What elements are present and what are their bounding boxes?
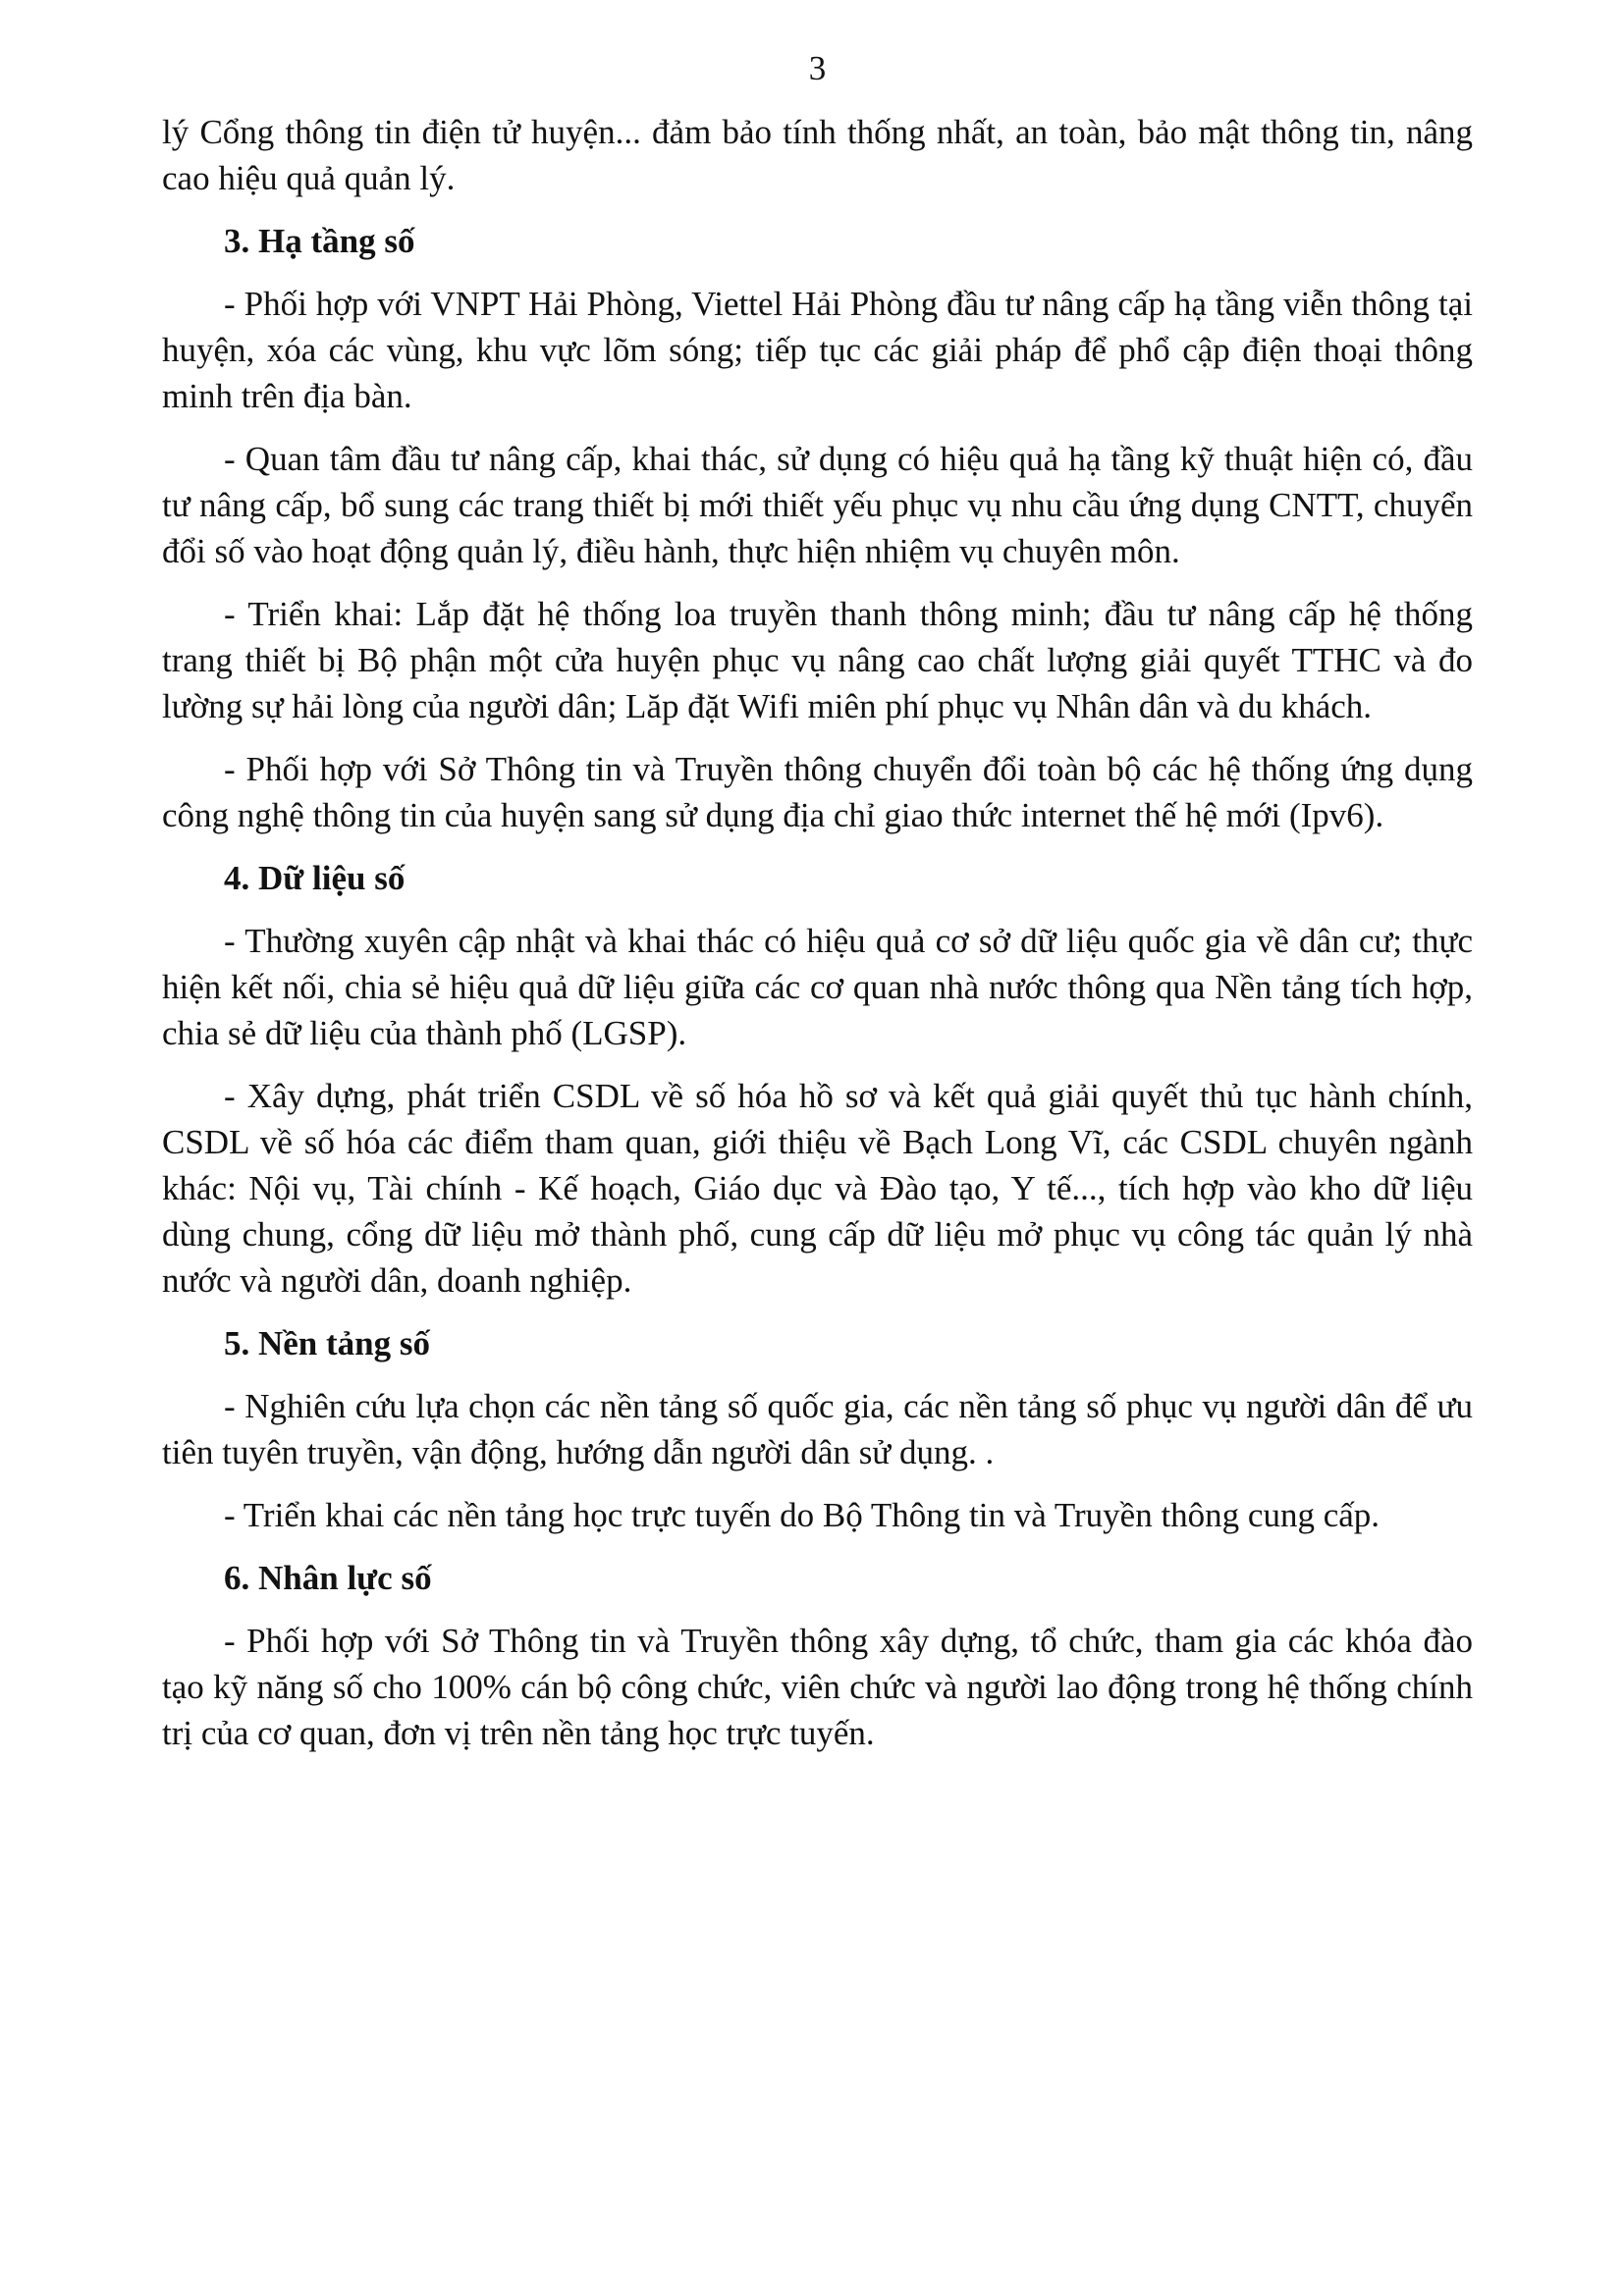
paragraph-csdl-development: - Xây dựng, phát triển CSDL về số hóa hồ sơ và kết quả giải quyết thủ tục hành chính, CSDL về số hóa các điểm tham quan, giới thiệu về Bạch Long Vĩ, các CSDL chuyên ngành khác: Nội vụ, Tài chính - Kế hoạch, Giáo dục và Đào tạo, Y tế..., tích hợp vào kho dữ liệu dùng chung, cổng dữ liệu mở thành phố, cung cấp dữ liệu mở phục vụ công tác quản lý nhà nước và người dân, doanh nghiệp. <box>162 1077 1473 1300</box>
paragraph-online-learning-platforms: - Triển khai các nền tảng học trực tuyến do Bộ Thông tin và Truyền thông cung cấp. <box>224 1496 1380 1534</box>
paragraph-platform-selection: - Nghiên cứu lựa chọn các nền tảng số quốc gia, các nền tảng số phục vụ người dân để ưu tiên tuyên truyền, vận động, hướng dẫn người dân sử dụng. . <box>162 1387 1473 1471</box>
paragraph-vnpt-viettel: - Phối hợp với VNPT Hải Phòng, Viettel Hải Phòng đầu tư nâng cấp hạ tầng viễn thông tại huyện, xóa các vùng, khu vực lõm sóng; tiếp tục các giải pháp để phổ cập điện thoại thông minh trên địa bàn. <box>162 285 1473 415</box>
section-heading-nen-tang-so: 5. Nền tảng số <box>224 1324 431 1362</box>
section-heading-du-lieu-so: 4. Dữ liệu số <box>224 859 406 897</box>
page-number: 3 <box>808 49 827 87</box>
section-heading-nhan-luc-so: 6. Nhân lực số <box>224 1559 432 1597</box>
paragraph-national-database: - Thường xuyên cập nhật và khai thác có hiệu quả cơ sở dữ liệu quốc gia về dân cư; thực hiện kết nối, chia sẻ hiệu quả dữ liệu giữa các cơ quan nhà nước thông qua Nền tảng tích hợp, chia sẻ dữ liệu của thành phố (LGSP). <box>162 922 1473 1052</box>
paragraph-smart-speakers-wifi: - Triển khai: Lắp đặt hệ thống loa truyền thanh thông minh; đầu tư nâng cấp hệ thống trang thiết bị Bộ phận một cửa huyện phục vụ nâng cao chất lượng giải quyết TTHC và đo lường sự hải lòng của người dân; Lăp đặt Wifi miên phí phục vụ Nhân dân và du khách. <box>162 595 1473 725</box>
paragraph-portal-management: lý Cổng thông tin điện tử huyện... đảm bảo tính thống nhất, an toàn, bảo mật thông tin, nâng cao hiệu quả quản lý. <box>162 113 1473 197</box>
section-heading-ha-tang-so: 3. Hạ tầng số <box>224 222 415 260</box>
paragraph-digital-skills-training: - Phối hợp với Sở Thông tin và Truyền thông xây dựng, tổ chức, tham gia các khóa đào tạo kỹ năng số cho 100% cán bộ công chức, viên chức và người lao động trong hệ thống chính trị của cơ quan, đơn vị trên nền tảng học trực tuyến. <box>162 1622 1473 1752</box>
paragraph-ipv6-migration: - Phối hợp với Sở Thông tin và Truyền thông chuyển đổi toàn bộ các hệ thống ứng dụng công nghệ thông tin của huyện sang sử dụng địa chỉ giao thức internet thế hệ mới (Ipv6). <box>162 750 1473 834</box>
paragraph-infrastructure-upgrade: - Quan tâm đầu tư nâng cấp, khai thác, sử dụng có hiệu quả hạ tầng kỹ thuật hiện có, đầu tư nâng cấp, bổ sung các trang thiết bị mới thiết yếu phục vụ nhu cầu ứng dụng CNTT, chuyển đổi số vào hoạt động quản lý, điều hành, thực hiện nhiệm vụ chuyên môn. <box>162 440 1473 570</box>
